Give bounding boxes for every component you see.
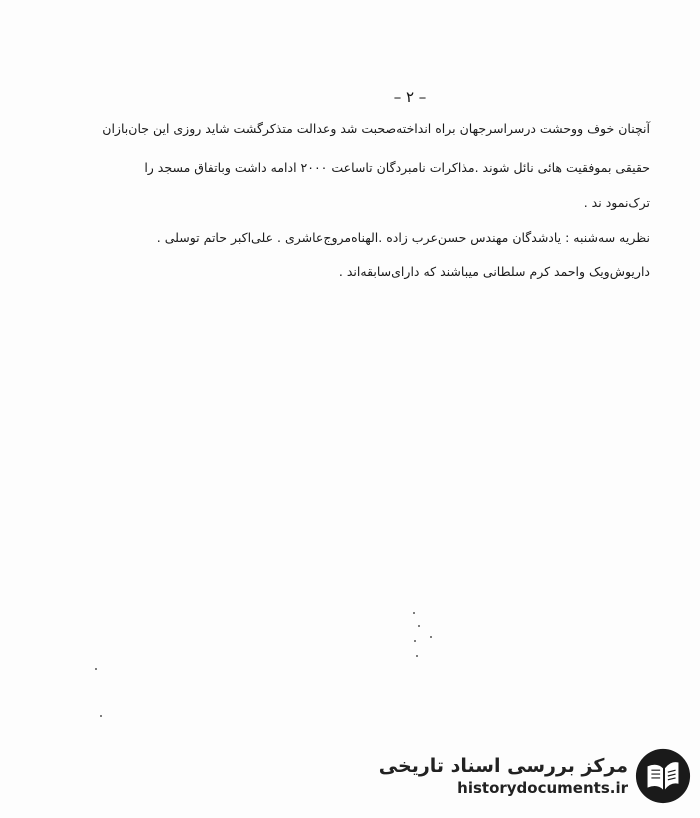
page-number: – ۲ – bbox=[393, 88, 427, 106]
scan-speck bbox=[100, 715, 102, 717]
open-book-logo-icon bbox=[634, 747, 692, 805]
watermark-title: مرکز بررسی اسناد تاریخی bbox=[378, 755, 628, 777]
scan-speck bbox=[413, 612, 415, 614]
text-line-2: حقیقی بموفقیت هائی نائل شوند .مذاکرات نامبردگان تاساعت ۲۰۰۰ ادامه داشت وباتفاق مسجد را bbox=[144, 160, 650, 175]
scan-speck bbox=[430, 636, 432, 638]
watermark-text bbox=[379, 755, 628, 797]
scan-speck bbox=[95, 668, 97, 670]
scan-speck bbox=[416, 655, 418, 657]
watermark-url: historydocuments.ir bbox=[457, 779, 628, 797]
watermark bbox=[379, 740, 692, 812]
text-line-1: آنچنان خوف ووحشت درسراسرجهان براه انداخته‌صحبت شد وعدالت متذکرگشت شاید روزی این جان‌بازان bbox=[102, 121, 650, 136]
text-line-3: ترک‌نمود ند . bbox=[583, 195, 650, 210]
scan-speck bbox=[414, 640, 416, 642]
scan-speck bbox=[418, 625, 420, 627]
text-line-5: داریوش‌ویک واحمد کرم سلطانی میباشند که دارای‌سابقه‌اند . bbox=[338, 264, 650, 279]
text-line-4: نظریه سه‌شنبه : یادشدگان مهندس حسن‌عرب زاده .الهناه‌مروج‌عاشری . علی‌اکبر حاتم توسلی . bbox=[156, 230, 650, 245]
